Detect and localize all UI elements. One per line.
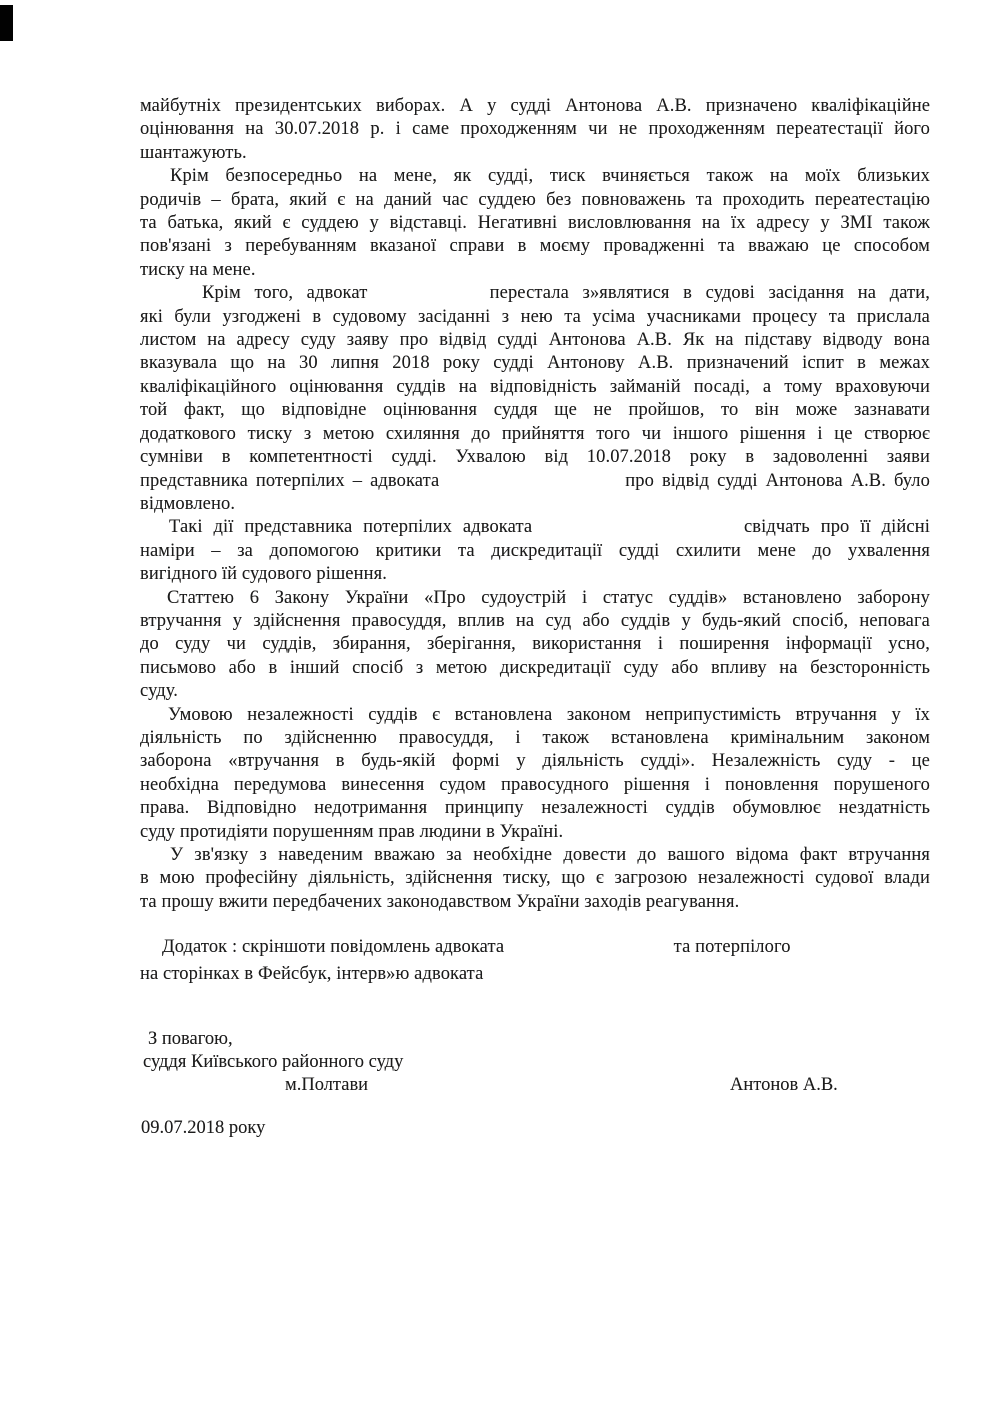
text-run: відмовлено. <box>140 493 236 514</box>
text-run: Крім того, адвокат <box>202 283 368 304</box>
document-line <box>140 610 930 633</box>
document-line <box>140 165 930 188</box>
text-run: додаткового тиску з метою схиляння до прийняття того чи іншого рішення і це створює <box>140 423 930 444</box>
document-line <box>140 587 930 610</box>
text-run: до суду чи суддів, збирання, зберігання, використання і поширення інформації усно, <box>140 634 930 655</box>
text-run: перестала з»являтися в судові засідання на дати, <box>489 283 930 304</box>
text-run: Статтею 6 Закону України «Про судоустрій і статус суддів» встановлено заборону <box>167 587 930 608</box>
text-run: заборона «втручання в будь-якій формі у діяльність судді». Незалежність суду - це <box>140 751 930 772</box>
signature-salutation <box>140 1028 930 1051</box>
text-run: суду. <box>140 681 178 702</box>
document-line <box>140 95 930 118</box>
text-run: Умовою незалежності суддів є встановлена законом неприпустимість втручання у їх <box>168 704 930 725</box>
text-run: та потерпілого <box>673 937 791 957</box>
signature-block <box>140 1028 930 1097</box>
text-run: майбутніх президентських виборах. А у судді Антонова А.В. призначено кваліфікаційне <box>140 96 930 116</box>
document-line <box>140 680 930 703</box>
document-line <box>140 540 930 563</box>
document-line <box>140 516 930 539</box>
document-line <box>140 399 930 422</box>
text-run: оцінювання на 30.07.2018 р. і саме проходженням чи не проходженням переатестації його <box>140 119 930 140</box>
text-run: тиску на мене. <box>140 259 256 280</box>
document-line <box>140 867 930 890</box>
signature-city-name-line <box>140 1074 930 1097</box>
document-line <box>140 750 930 773</box>
document-line <box>140 797 930 820</box>
document-date: 09.07.2018 року <box>141 1118 266 1138</box>
text-run: листом на адресу суду заяву про відвід судді Антонова А.В. Як на підставу відводу вона <box>140 330 930 351</box>
attachment-note-block <box>140 934 930 987</box>
document-line <box>140 235 930 258</box>
text-run: права. Відповідно недотримання принципу незалежності суддів обумовлює нездатність <box>140 798 930 819</box>
text-run: суду протидіяти порушенням прав людини в Україні. <box>140 821 564 842</box>
document-line <box>140 493 930 516</box>
document-line <box>140 774 930 797</box>
text-run: свідчать про її дійсні <box>743 517 930 538</box>
text-run: які були узгоджені в судовому засіданні з нею та усіма учасниками процесу та прислала <box>140 306 930 327</box>
document-line <box>140 633 930 656</box>
text-run: Крім безпосередньо на мене, як судді, тиск вчиняється також на моїх близьких <box>170 166 930 187</box>
document-line <box>140 376 930 399</box>
document-line <box>140 259 930 282</box>
document-line <box>140 189 930 212</box>
text-run: про відвід судді Антонова А.В. було <box>625 470 930 491</box>
document-line <box>140 891 930 914</box>
document-line <box>140 142 930 165</box>
document-line <box>140 704 930 727</box>
document-line <box>140 821 930 844</box>
document-line <box>140 470 930 493</box>
document-line <box>140 306 930 329</box>
text-run: в мою професійну діяльність, здійснення тиску, що є загрозою незалежності судової влади <box>140 868 930 889</box>
text-run: та батька, який є суддею у відставці. Негативні висловлювання на їх адресу у ЗМІ також <box>140 213 930 234</box>
redacted-name-gap <box>509 951 669 952</box>
text-run: пов'язані з перебуванням вказаної справи в моєму провадженні та вважаю це способом <box>140 236 930 257</box>
document-line <box>140 446 930 469</box>
redacted-name-gap <box>447 485 617 486</box>
signature-city: м.Полтави <box>285 1075 369 1095</box>
signature-title <box>140 1051 930 1074</box>
text-run: представника потерпілих – адвоката <box>140 470 440 491</box>
text-run: шантажують. <box>140 142 247 163</box>
text-run: родичів – брата, який є на даний час суддею без повноважень та проходить переатестацію <box>140 189 930 210</box>
text-run: вигідного їй судового рішення. <box>140 564 387 585</box>
document-line <box>140 282 930 305</box>
document-line <box>140 657 930 680</box>
text-run: та прошу вжити передбачених законодавством України заходів реагування. <box>140 891 740 912</box>
document-line <box>140 329 930 352</box>
scan-artifact-mark <box>0 5 13 41</box>
text-run: сумніви в компетентності судді. Ухвалою від 10.07.2018 року в задоволенні заяви <box>140 447 930 468</box>
signature-salutation-text: З повагою, <box>148 1029 233 1049</box>
document-line <box>140 118 930 141</box>
document-line <box>140 212 930 235</box>
document-line <box>140 961 930 988</box>
redacted-name-gap <box>543 531 733 532</box>
text-run: Додаток : скріншоти повідомлень адвоката <box>162 937 505 957</box>
document-line <box>140 563 930 586</box>
text-run: той факт, що відповідне оцінювання суддя ще не пройшов, то він може зазнавати <box>140 400 930 421</box>
text-run: на сторінках в Фейсбук, інтерв»ю адвоката <box>140 963 484 984</box>
text-run: втручання у здійснення правосуддя, вплив на суд або суддів у будь-який спосіб, неповага <box>140 610 930 631</box>
document-line <box>140 844 930 867</box>
text-run: діяльність по здійсненню правосуддя, і також встановлена кримінальним законом <box>140 727 930 748</box>
text-run: наміри – за допомогою критики та дискредитації судді схилити мене до ухвалення <box>140 540 930 561</box>
signature-name: Антонов А.В. <box>730 1075 838 1095</box>
document-line <box>140 934 930 961</box>
text-run: У зв'язку з наведеним вважаю за необхідне довести до вашого відома факт втручання <box>170 845 930 865</box>
document-line <box>140 727 930 750</box>
text-run: письмово або в інший спосіб з метою дискредитації суду або впливу на безсторонність <box>140 657 930 678</box>
redacted-name-gap <box>381 297 476 298</box>
text-run: вказувала що на 30 липня 2018 року судді Антонову А.В. призначений іспит в межах <box>140 353 930 374</box>
text-run: необхідна передумова винесення судом правосудного рішення і поновлення порушеного <box>140 774 930 795</box>
text-run: кваліфікаційного оцінювання суддів на відповідність займаній посаді, а тому враховуючи <box>140 376 930 397</box>
document-line <box>140 423 930 446</box>
document-line <box>140 352 930 375</box>
main-text-block <box>140 95 930 914</box>
text-run: Такі дії представника потерпілих адвоката <box>169 517 533 538</box>
signature-title-text: суддя Київського районного суду <box>143 1052 404 1072</box>
